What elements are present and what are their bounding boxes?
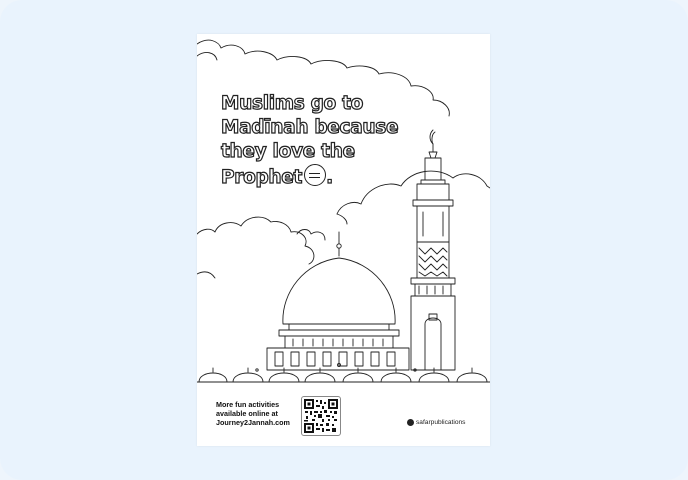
- footer-link: Journey2Jannah.com: [216, 418, 290, 427]
- qr-code-icon: [301, 396, 341, 436]
- headline: [221, 92, 421, 190]
- poster-footer: [197, 390, 490, 446]
- headline-line-1: Muslims go to: [221, 93, 364, 114]
- footer-line-1: More fun activities: [216, 400, 280, 409]
- headline-period: .: [326, 167, 333, 188]
- headline-line-4: Prophet: [221, 167, 303, 188]
- safar-logo-icon: [407, 419, 414, 426]
- headline-line-3: they love the: [221, 141, 355, 162]
- publisher-logo: [407, 419, 465, 426]
- coloring-page: [197, 34, 490, 446]
- headline-line-2: Madīnah because: [221, 117, 399, 138]
- publisher-name: safarpublications: [416, 419, 466, 426]
- footer-line-2: available online at: [216, 409, 278, 418]
- pbuh-calligraphy-icon: [304, 164, 326, 186]
- footer-text: [216, 400, 290, 427]
